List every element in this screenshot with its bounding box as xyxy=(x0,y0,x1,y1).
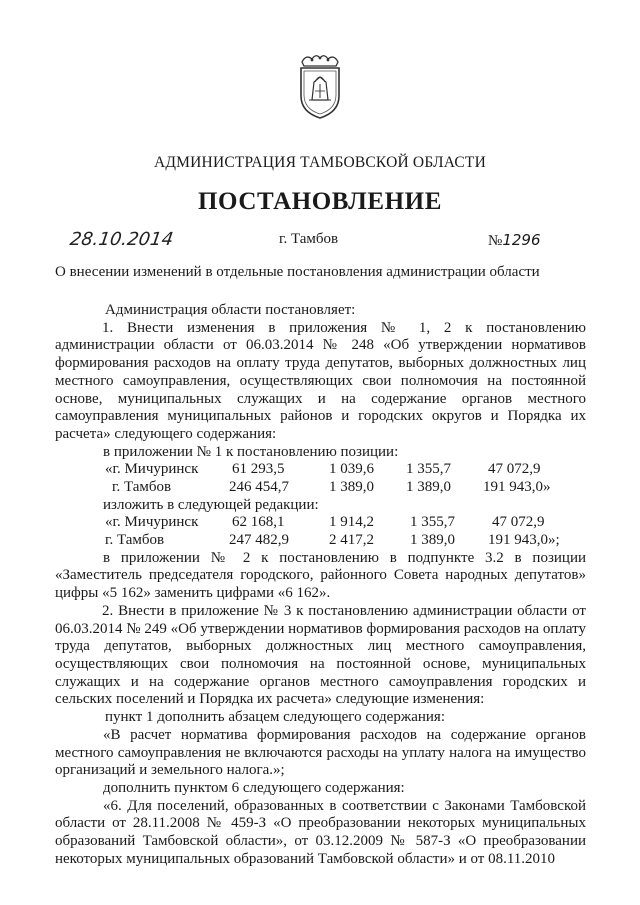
document-number xyxy=(488,231,541,250)
table-cell: «г. Мичуринск xyxy=(105,514,199,531)
table-cell: 1 039,6 xyxy=(329,461,374,478)
table-cell: 47 072,9 xyxy=(492,514,545,531)
table-row xyxy=(55,479,586,497)
table-row xyxy=(55,514,586,532)
table-cell: 62 168,1 xyxy=(232,514,285,531)
table-cell: г. Тамбов xyxy=(112,479,172,496)
table-cell: 61 293,5 xyxy=(232,461,285,478)
document-subject: О внесении изменений в отдельные постановления администрации области xyxy=(55,264,540,280)
table-cell: г. Тамбов xyxy=(105,532,165,549)
point-6-text: «6. Для поселений, образованных в соответствии с Законами Тамбовской области от 28.11.2008 № 459-З «О преобразовании некоторых муниципальных образований Тамбовской области», от 03.12.2009 № 587-З «О преобразовании некоторых муниципальных образований Тамбовской области» и от 08.11.2010 xyxy=(55,797,586,867)
number-value: 1296 xyxy=(502,231,541,249)
appendix-1-label: в приложении № 1 к постановлению позиции: xyxy=(103,443,399,460)
table-cell: 1 389,0 xyxy=(406,479,451,496)
table-cell: 1 914,2 xyxy=(329,514,374,531)
table-cell: 47 072,9 xyxy=(488,461,541,478)
resolution-intro: Администрация области постановляет: xyxy=(105,302,356,318)
table-cell: 1 355,7 xyxy=(410,514,455,531)
table-cell: 246 454,7 xyxy=(229,479,289,496)
appendix-2-change: в приложении № 2 к постановлению в подпункте 3.2 в позиции «Заместитель председателя городского, районного Совета народных депутатов» цифры «5 162» заменить цифрами «6 162». xyxy=(55,549,586,602)
document-type-title: ПОСТАНОВЛЕНИЕ xyxy=(197,188,443,215)
item-1-text: 1. Внести изменения в приложения № 1, 2 к постановлению администрации области от 06.03.2014 № 248 «Об утверждении нормативов формирования расходов на оплату труда депутатов, выборных должностных лиц местного самоуправления, осуществляющих свои полномочия на постоянной основе, муниципальных служащих и на содержание органов местного самоуправления муниципальных районов и городских округов и Порядка их расчета» следующего содержания: xyxy=(55,319,586,442)
table-cell: 191 943,0»; xyxy=(488,532,560,549)
table-cell: 247 482,9 xyxy=(229,532,289,549)
table-cell: 1 389,0 xyxy=(329,479,374,496)
point-1-label: пункт 1 дополнить абзацем следующего содержания: xyxy=(105,709,445,726)
new-edition-label: изложить в следующей редакции: xyxy=(103,496,319,513)
table-cell: 191 943,0» xyxy=(483,479,551,496)
number-sign: № xyxy=(488,233,503,249)
coat-of-arms-icon xyxy=(292,52,348,122)
table-cell: 1 355,7 xyxy=(406,461,451,478)
table-cell: 1 389,0 xyxy=(410,532,455,549)
point-1-text: «В расчет норматива формирования расходов на содержание органов местного самоуправления не включаются расходы на уплату налога на имущество организаций и земельного налога.»; xyxy=(55,726,586,779)
document-body xyxy=(55,302,586,868)
table-row xyxy=(55,461,586,479)
table-cell: 2 417,2 xyxy=(329,532,374,549)
document-date: 28.10.2014 xyxy=(68,229,175,250)
table-row xyxy=(55,532,586,550)
table-cell: «г. Мичуринск xyxy=(105,461,199,478)
item-2-text: 2. Внести в приложение № 3 к постановлению администрации области от 06.03.2014 № 249 «Об утверждении нормативов формирования расходов на оплату труда депутатов, выборных должностных лиц местного самоуправления, осуществляющих свои полномочия на постоянной основе, муниципальных служащих и на содержание органов местного самоуправления городских и сельских поселений и Порядка их расчета» следующие изменения: xyxy=(55,602,586,708)
document-city: г. Тамбов xyxy=(279,231,339,247)
authority-name: АДМИНИСТРАЦИЯ ТАМБОВСКОЙ ОБЛАСТИ xyxy=(154,154,486,171)
point-6-label: дополнить пунктом 6 следующего содержания: xyxy=(103,779,405,796)
